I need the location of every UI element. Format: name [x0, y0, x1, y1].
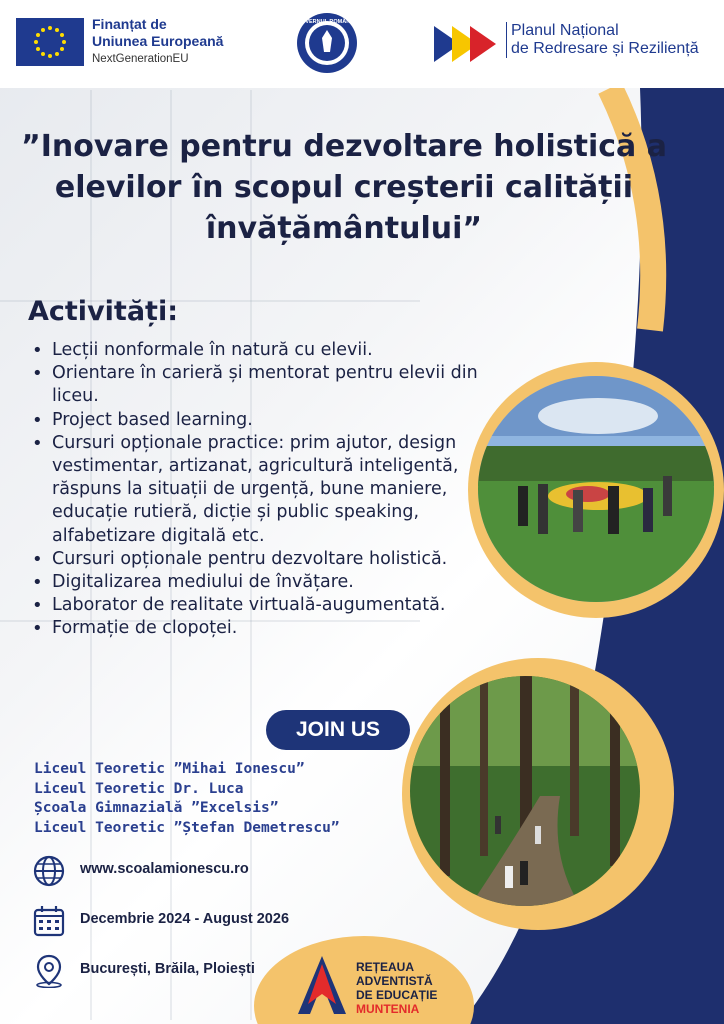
badge-line3: DE EDUCAȚIE — [356, 988, 438, 1002]
list-item: • Lecții nonformale în natură cu elevii. — [30, 339, 520, 362]
pnrr-line2: de Redresare și Reziliență — [511, 40, 699, 57]
school-name: Liceul Teoretic ”Mihai Ionescu” — [34, 761, 305, 777]
map-pin-icon — [32, 954, 66, 988]
network-logo-icon — [296, 954, 348, 1016]
eu-funding-text — [92, 16, 252, 50]
gov-seal-text: GUVERNUL ROMÂNIEI — [297, 19, 357, 25]
badge-line1: REȚEAUA — [356, 960, 415, 974]
list-item: • Formație de clopoței. — [30, 617, 520, 640]
calendar-icon — [32, 904, 66, 938]
project-locations: București, Brăila, Ploiești — [80, 961, 255, 977]
school-name: Liceul Teoretic ”Ștefan Demetrescu” — [34, 819, 340, 836]
page-title: ”Inovare pentru dezvoltare holistică a elevilor în scopul creșterii calității învățământului” — [21, 129, 667, 246]
header — [0, 0, 724, 88]
badge-region: MUNTENIA — [356, 1002, 420, 1016]
government-seal-icon — [296, 12, 358, 74]
eu-flag-icon — [16, 18, 84, 66]
schools-list — [34, 760, 340, 838]
network-name — [356, 960, 437, 1016]
pnrr-logo-icon — [430, 22, 500, 66]
project-period: Decembrie 2024 - August 2026 — [80, 911, 290, 927]
school-name: Școala Gimnazială ”Excelsis” — [34, 800, 279, 816]
eu-funding-line2: Uniunea Europeană — [92, 33, 224, 49]
list-item: • Cursuri opționale practice: prim ajutor, design vestimentar, artizanat, agricultură inteligentă, răspuns la situații de urgență, bune maniere, educație rutieră, dicție și public speaking, alfabetizare digitală etc. — [30, 432, 520, 548]
eu-funding-line1: Finanțat de — [92, 16, 167, 32]
school-name: Liceul Teoretic Dr. Luca — [34, 780, 244, 797]
list-item: • Laborator de realitate virtuală-augumentată. — [30, 594, 520, 617]
list-item: • Orientare în carieră și mentorat pentru elevii din liceu. — [30, 362, 520, 408]
activities-list — [30, 339, 520, 641]
activities-heading: Activități: — [28, 296, 179, 327]
list-item: • Digitalizarea mediului de învățare. — [30, 571, 520, 594]
photo-forest-hike — [410, 676, 640, 906]
eu-program: NextGenerationEU — [92, 53, 189, 65]
list-item: • Cursuri opționale pentru dezvoltare holistică. — [30, 548, 520, 571]
globe-icon — [32, 854, 66, 888]
join-us-button[interactable]: JOIN US — [266, 710, 410, 750]
pnrr-line1: Planul Național — [511, 22, 619, 39]
pnrr-text — [506, 22, 724, 58]
list-item: • Project based learning. — [30, 409, 520, 432]
badge-line2: ADVENTISTĂ — [356, 974, 433, 988]
website-link[interactable]: www.scoalamionescu.ro — [80, 861, 249, 877]
